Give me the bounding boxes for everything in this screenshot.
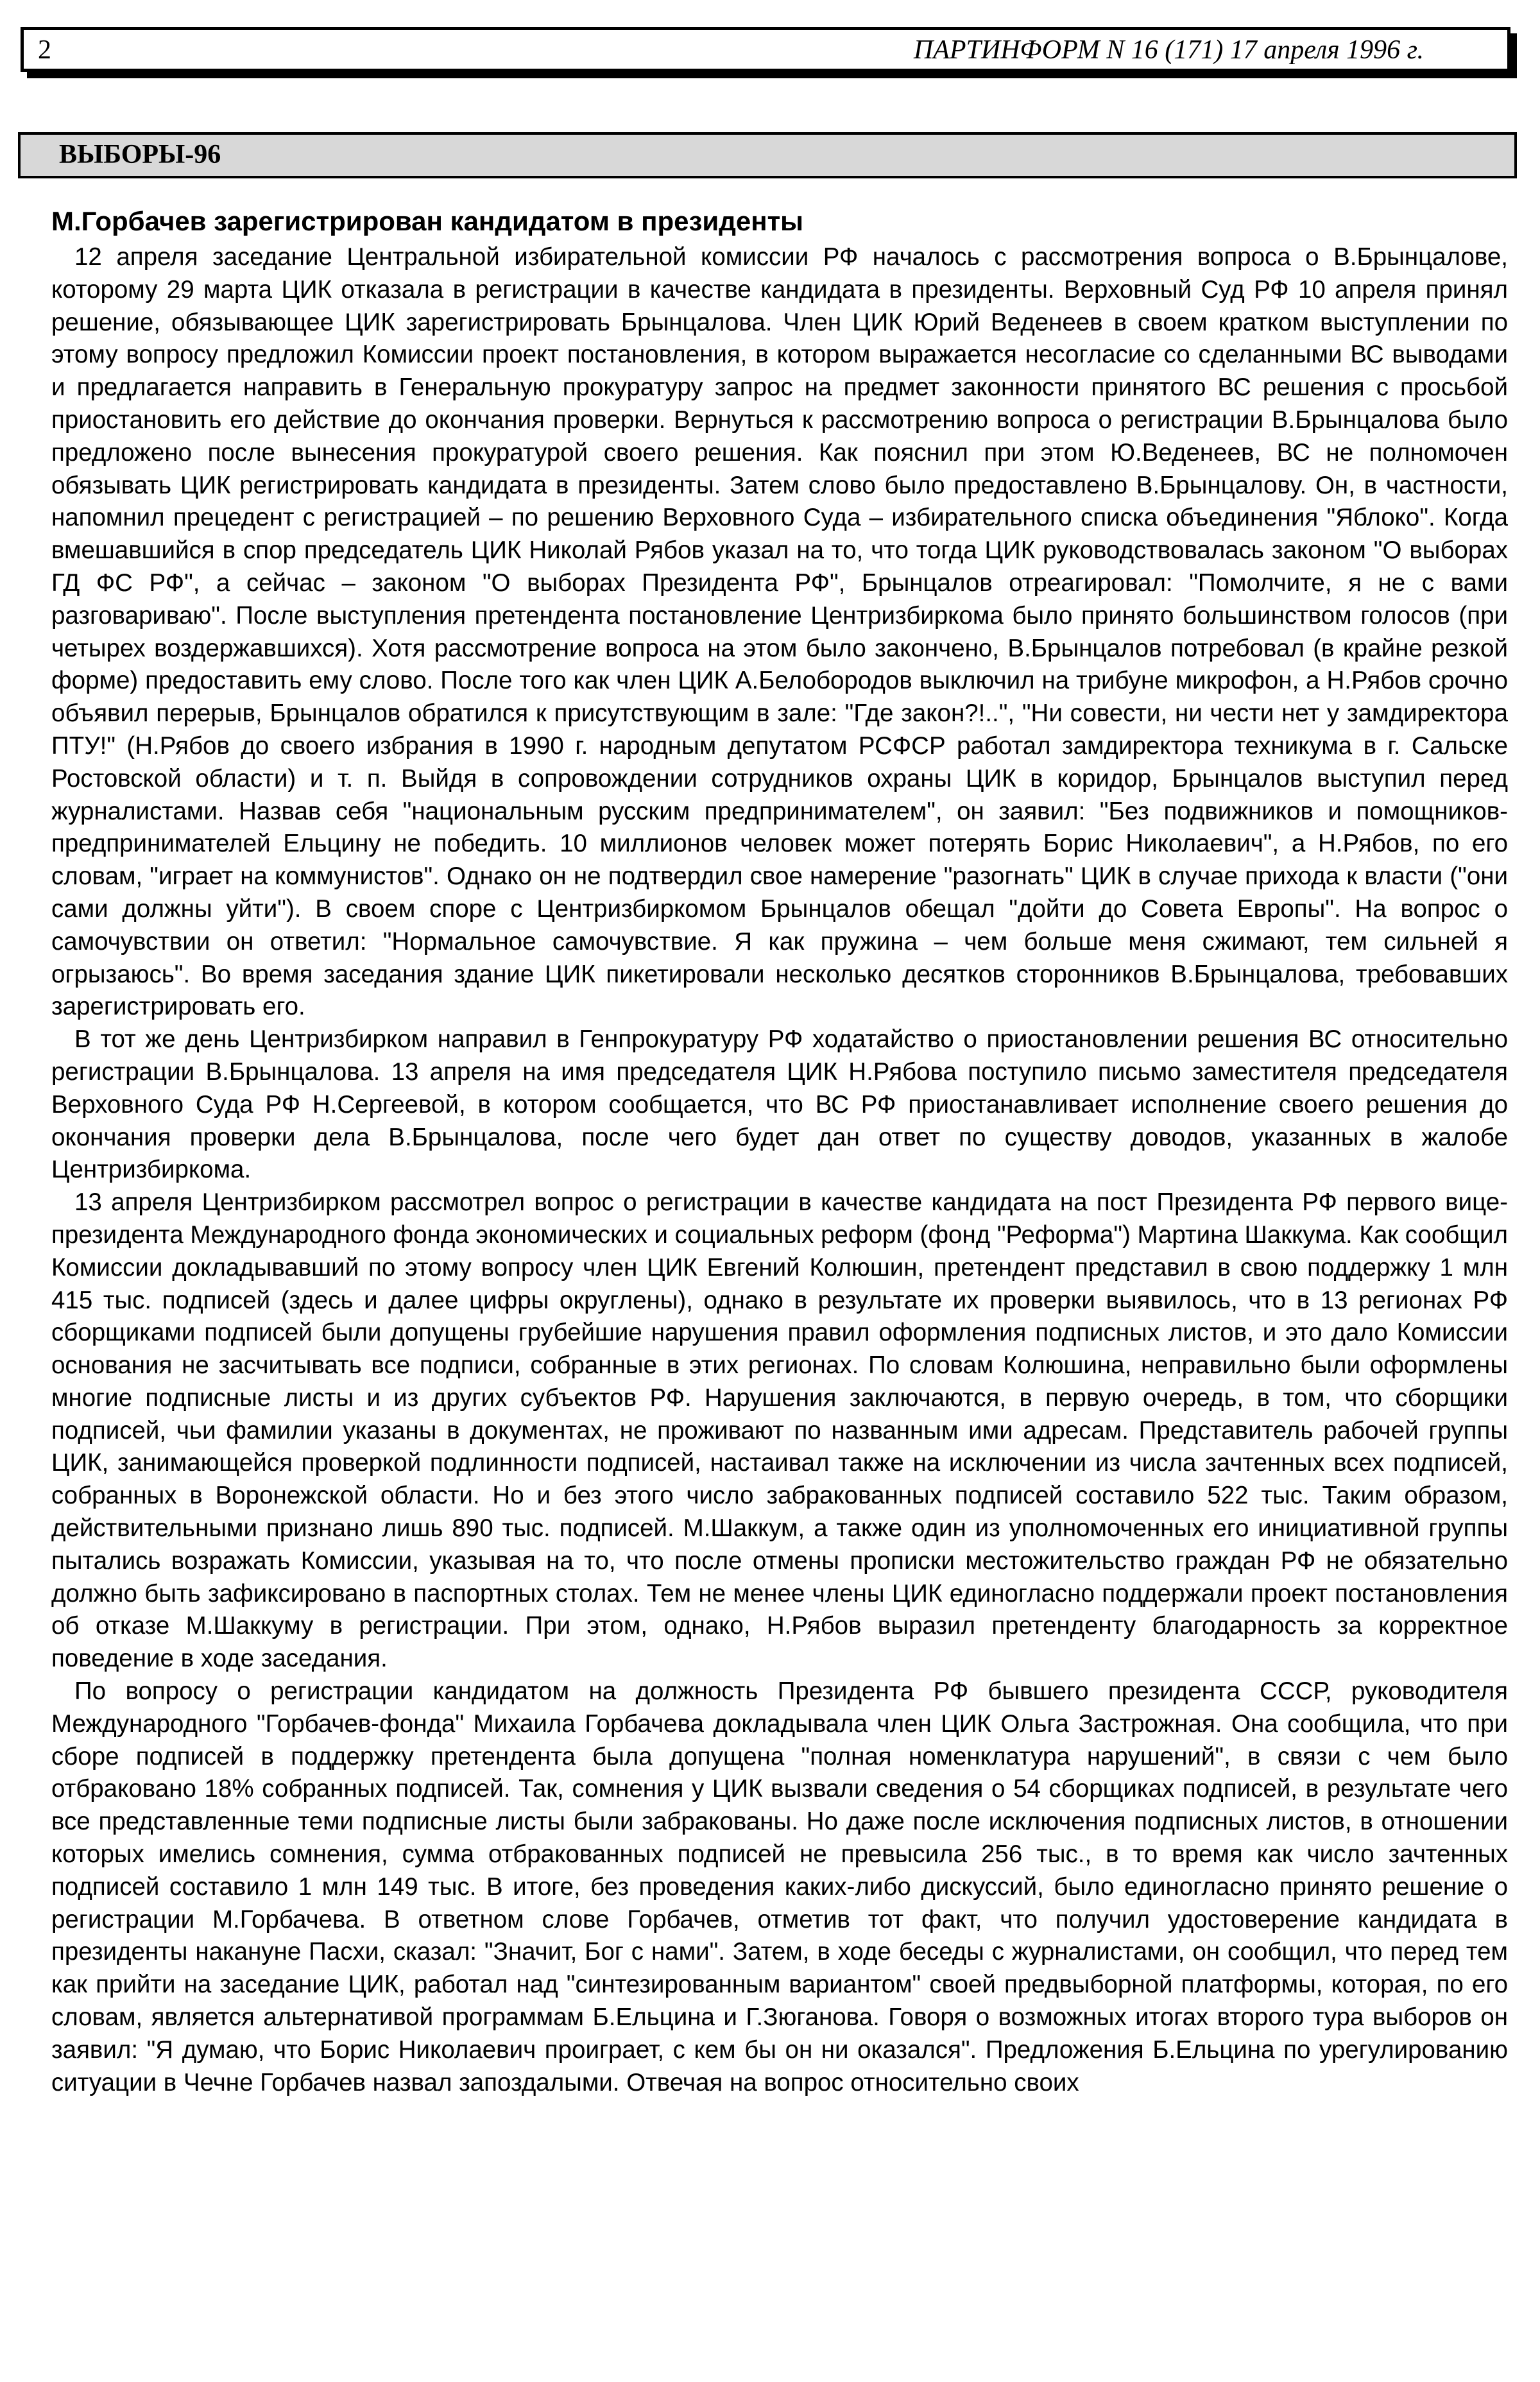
page-number: 2	[38, 35, 51, 65]
article	[51, 204, 1508, 2099]
article-paragraph: 13 апреля Центризбирком рассмотрел вопрос о регистрации в качестве кандидата на пост Президента РФ первого вице-президента Международного фонда экономических и социальных реформ (фонд "Реформа") Мартина Шаккума. Как сообщил Комиссии докладывавший по этому вопросу член ЦИК Евгений Колюшин, претендент представил в свою поддержку 1 млн 415 тыс. подписей (здесь и далее цифры округлены), однако в результате их проверки выявилось, что в 13 регионах РФ сборщиками подписей были допущены грубейшие нарушения правил оформления подписных листов, и это дало Комиссии основания не засчитывать все подписи, собранные в этих регионах. По словам Колюшина, неправильно были оформлены многие подписные листы и из других субъектов РФ. Нарушения заключаются, в первую очередь, в том, что сборщики подписей, чьи фамилии указаны в документах, не проживают по названным ими адресам. Представитель рабочей группы ЦИК, занимающейся проверкой подлинности подписей, настаивал также на исключении из числа зачтенных всех подписей, собранных в Воронежской области. Но и без этого число забракованных подписей составило 522 тыс. Таким образом, действительными признано лишь 890 тыс. подписей. М.Шаккум, а также один из уполномоченных его инициативной группы пытались возражать Комиссии, указывая на то, что после отмены прописки местожительство граждан РФ не обязательно должно быть зафиксировано в паспортных столах. Тем не менее члены ЦИК единогласно поддержали проект постановления об отказе М.Шаккуму в регистрации. При этом, однако, Н.Рябов выразил претенденту благодарность за корректное поведение в ходе заседания.	[51, 1188, 1508, 1673]
issue-line: ПАРТИНФОРМ N 16 (171) 17 апреля 1996 г.	[913, 35, 1424, 65]
section-title: ВЫБОРЫ-96	[59, 140, 221, 169]
article-paragraph: В тот же день Центризбирком направил в Генпрокуратуру РФ ходатайство о приостановлении решения ВС относительно регистрации В.Брынцалова. 13 апреля на имя председателя ЦИК Н.Рябова поступило письмо заместителя председателя Верховного Суда РФ Н.Сергеевой, в котором сообщается, что ВС РФ приостанавливает исполнение своего решения до окончания проверки дела В.Брынцалова, после чего будет дан ответ по существу доводов, указанных в жалобе Центризбиркома.	[51, 1025, 1508, 1184]
article-headline: М.Горбачев зарегистрирован кандидатом в президенты	[51, 206, 804, 236]
article-paragraph: 12 апреля заседание Центральной избирательной комиссии РФ началось с рассмотрения вопроса о В.Брынцалове, которому 29 марта ЦИК отказала в регистрации в качестве кандидата в президенты. Верховный Суд РФ 10 апреля принял решение, обязывающее ЦИК зарегистрировать Брынцалова. Член ЦИК Юрий Веденеев в своем кратком выступлении по этому вопросу предложил Комиссии проект постановления, в котором выражается несогласие со сделанными ВС выводами и предлагается направить в Генеральную прокуратуру запрос на предмет законности принятого ВС решения с просьбой приостановить его действие до окончания проверки. Вернуться к рассмотрению вопроса о регистрации В.Брынцалова было предложено после вынесения прокуратурой своего решения. Как пояснил при этом Ю.Веденеев, ВС не полномочен обязывать ЦИК регистрировать кандидата в президенты. Затем слово было предоставлено В.Брынцалову. Он, в частности, напомнил прецедент с регистрацией – по решению Верховного Суда – избирательного списка объединения "Яблоко". Когда вмешавшийся в спор председатель ЦИК Николай Рябов указал на то, что тогда ЦИК руководствовалась законом "О выборах ГД ФС РФ", а сейчас – законом "О выборах Президента РФ", Брынцалов отреагировал: "Помолчите, я не с вами разговариваю". После выступления претендента постановление Центризбиркома было принято большинством голосов (при четырех воздержавшихся). Хотя рассмотрение вопроса на этом было закончено, В.Брынцалов потребовал (в крайне резкой форме) предоставить ему слово. После того как член ЦИК А.Белобородов выключил на трибуне микрофон, а Н.Рябов срочно объявил перерыв, Брынцалов обратился к присутствующим в зале: "Где закон?!..", "Ни совести, ни чести нет у замдиректора ПТУ!" (Н.Рябов до своего избрания в 1990 г. народным депутатом РСФСР работал замдиректора техникума в г. Сальске Ростовской области) и т. п. Выйдя в сопровождении сотрудников охраны ЦИК в коридор, Брынцалов выступил перед журналистами. Назвав себя "национальным русским предпринимателем", он заявил: "Без подвижников и помощников-предпринимателей Ельцину не победить. 10 миллионов человек может потерять Борис Николаевич", а Н.Рябов, по его словам, "играет на коммунистов". Однако он не подтвердил свое намерение "разогнать" ЦИК в случае прихода к власти ("они сами должны уйти"). В своем споре с Центризбиркомом Брынцалов обещал "дойти до Совета Европы". На вопрос о самочувствии он ответил: "Нормальное самочувствие. Я как пружина – чем больше меня сжимают, тем сильней я огрызаюсь". Во время заседания здание ЦИК пикетировали несколько десятков сторонников В.Брынцалова, требовавших зарегистрировать его.	[51, 243, 1508, 1021]
section-bar	[18, 132, 1517, 178]
article-paragraph: По вопросу о регистрации кандидатом на должность Президента РФ бывшего президента СССР, руководителя Международного "Горбачев-фонда" Михаила Горбачева докладывала член ЦИК Ольга Застрожная. Она сообщила, что при сборе подписей в поддержку претендента была допущена "полная номенклатура нарушений", в связи с чем было отбраковано 18% собранных подписей. Так, сомнения у ЦИК вызвали сведения о 54 сборщиках подписей, в результате чего все представленные теми подписные листы были забракованы. Но даже после исключения подписных листов, в отношении которых имелись сомнения, сумма отбракованных подписей не превысила 256 тыс., в то время как число зачтенных подписей составило 1 млн 149 тыс. В итоге, без проведения каких-либо дискуссий, было единогласно принято решение о регистрации М.Горбачева. В ответном слове Горбачев, отметив тот факт, что получил удостоверение кандидата в президенты накануне Пасхи, сказал: "Значит, Бог с нами". Затем, в ходе беседы с журналистами, он сообщил, что перед тем как прийти на заседание ЦИК, работал над "синтезированным вариантом" своей предвыборной платформы, которая, по его словам, является альтернативой программам Б.Ельцина и Г.Зюганова. Говоря о возможных итогах второго тура выборов он заявил: "Я думаю, что Борис Николаевич проиграет, с кем бы он ни оказался". Предложения Б.Ельцина по урегулированию ситуации в Чечне Горбачев назвал запоздалыми. Отвечая на вопрос относительно своих	[51, 1677, 1508, 2096]
page-header	[21, 27, 1510, 72]
